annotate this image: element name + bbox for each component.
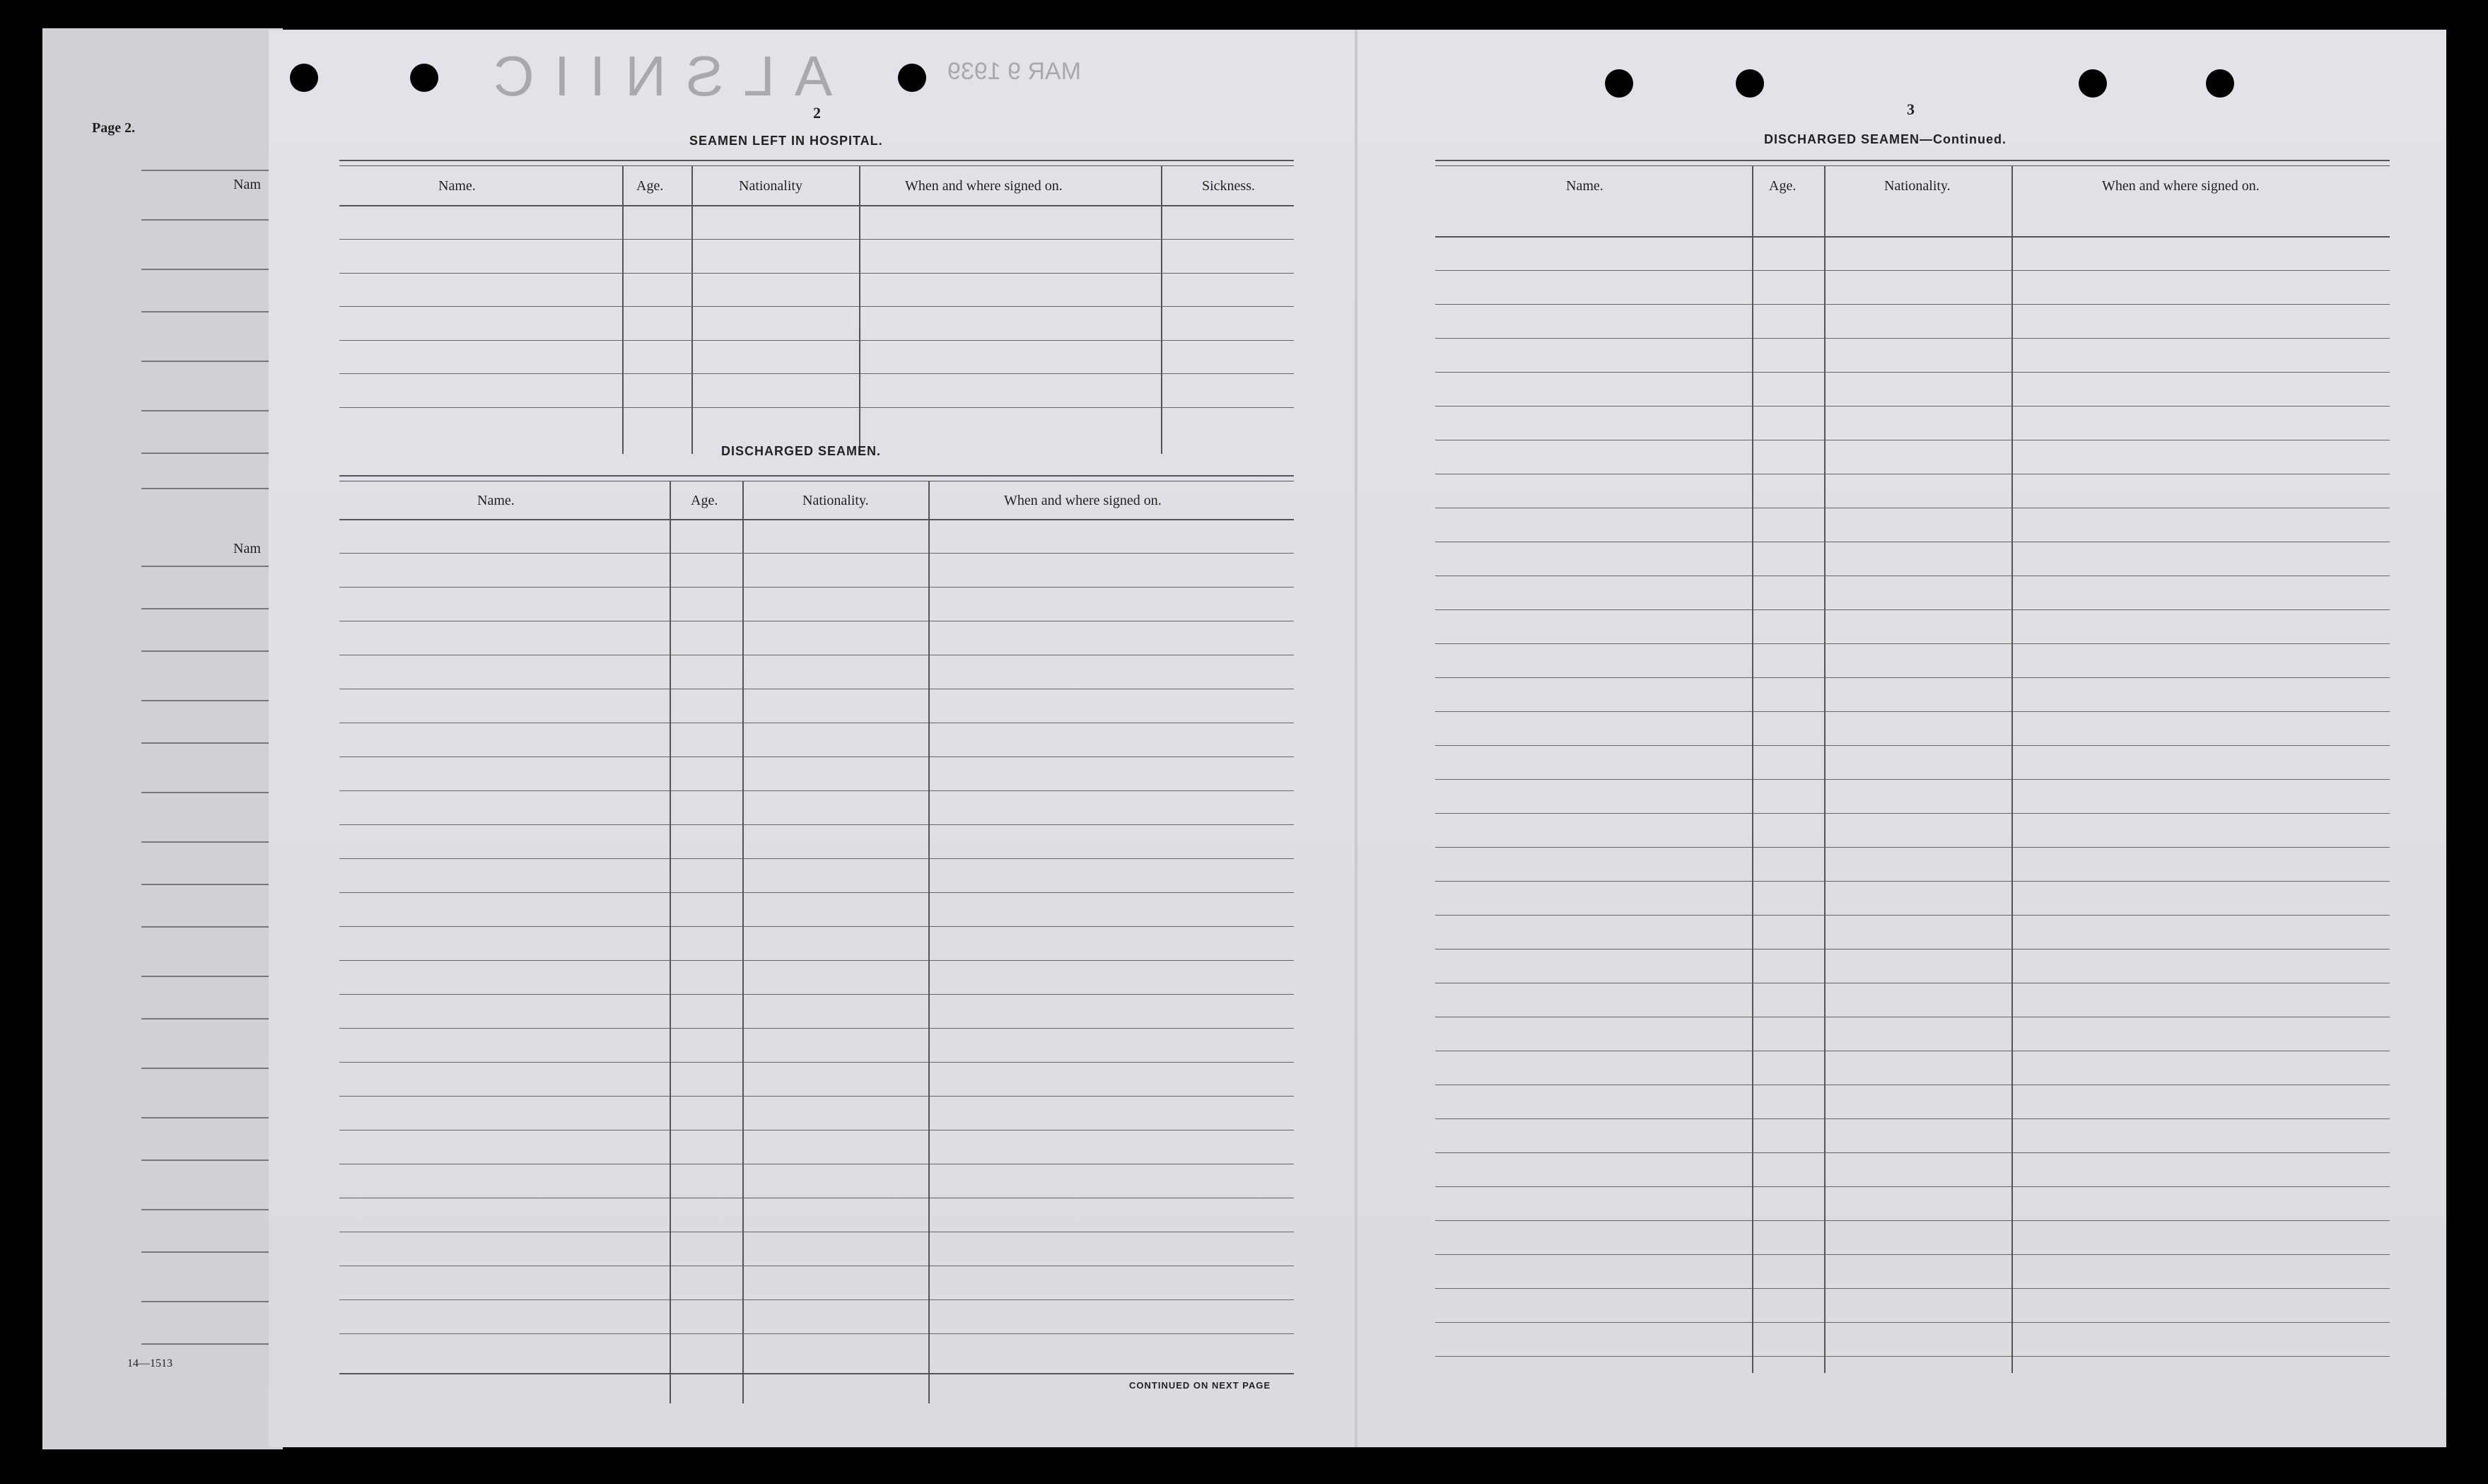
table-rule: [339, 205, 1294, 206]
table-rule: [339, 1373, 1294, 1374]
table-row-rule: [1435, 915, 2390, 916]
table-row-rule: [339, 790, 1294, 791]
punch-hole: [1605, 69, 1633, 98]
back-col-name-top: Nam: [233, 177, 261, 192]
back-page-label: Page 2.: [92, 120, 136, 136]
table-row-rule: [339, 553, 1294, 554]
column-divider: [928, 481, 930, 1403]
table-rule: [1435, 165, 2390, 166]
table-row-rule: [1435, 338, 2390, 339]
table-row-rule: [1435, 372, 2390, 373]
table-row-rule: [1435, 813, 2390, 814]
table-row-rule: [1435, 949, 2390, 950]
table-row-rule: [339, 340, 1294, 341]
table-row-rule: [1435, 677, 2390, 678]
discharged-section-title: DISCHARGED SEAMEN.: [721, 444, 882, 458]
table-rule: [339, 475, 1294, 477]
table-row-rule: [339, 273, 1294, 274]
punch-hole: [290, 64, 318, 92]
table-row-rule: [339, 858, 1294, 859]
table-row-rule: [339, 892, 1294, 893]
stamp-date: MAR 9 1939: [947, 58, 1081, 85]
discharged-continued-title: DISCHARGED SEAMEN—Continued.: [1764, 132, 2007, 146]
punch-hole: [898, 64, 926, 92]
back-col-name-bottom: Nam: [233, 541, 261, 556]
column-divider: [691, 165, 693, 454]
column-divider: [1161, 165, 1162, 454]
hospital-col-nationality: Nationality: [739, 178, 802, 194]
table-row-rule: [339, 926, 1294, 927]
table-row-rule: [339, 960, 1294, 961]
table-row-rule: [1435, 1288, 2390, 1289]
back-form-number: 14—1513: [127, 1357, 173, 1369]
punch-hole: [1736, 69, 1764, 98]
column-divider: [1824, 165, 1826, 1373]
table-row-rule: [1435, 406, 2390, 407]
column-divider: [2011, 165, 2013, 1373]
table-row-rule: [339, 1062, 1294, 1063]
page-fold: [1355, 30, 1357, 1447]
table-row-rule: [339, 239, 1294, 240]
table-row-rule: [1435, 270, 2390, 271]
table-row-rule: [339, 1299, 1294, 1300]
discharged-col-age: Age.: [691, 493, 718, 508]
discharged-col-name: Name.: [477, 493, 515, 508]
table-row-rule: [1435, 1322, 2390, 1323]
right-page-number: 3: [1907, 100, 1915, 118]
punch-hole: [410, 64, 438, 92]
table-row-rule: [339, 1028, 1294, 1029]
table-row-rule: [339, 407, 1294, 408]
table-rule: [339, 519, 1294, 520]
column-divider: [1752, 165, 1753, 1373]
column-divider: [859, 165, 860, 454]
continued-col-age: Age.: [1769, 178, 1797, 194]
table-row-rule: [1435, 1118, 2390, 1119]
hospital-col-age: Age.: [636, 178, 664, 194]
table-row-rule: [1435, 643, 2390, 644]
table-row-rule: [339, 306, 1294, 307]
continued-col-nationality: Nationality.: [1884, 178, 1951, 194]
table-row-rule: [1435, 1356, 2390, 1357]
back-page: [42, 28, 283, 1449]
table-row-rule: [339, 373, 1294, 374]
table-row-rule: [1435, 779, 2390, 780]
table-row-rule: [339, 756, 1294, 757]
table-row-rule: [1435, 1152, 2390, 1153]
hospital-col-sickness: Sickness.: [1202, 178, 1255, 194]
column-divider: [742, 481, 744, 1403]
continued-col-signed-on: When and where signed on.: [2102, 178, 2260, 194]
continued-footer: CONTINUED ON NEXT PAGE: [1129, 1380, 1271, 1391]
table-row-rule: [339, 587, 1294, 588]
table-row-rule: [1435, 1220, 2390, 1221]
table-row-rule: [339, 1333, 1294, 1334]
table-rule: [339, 165, 1294, 166]
table-rule: [1435, 160, 2390, 161]
hospital-section-title: SEAMEN LEFT IN HOSPITAL.: [689, 134, 883, 148]
table-row-rule: [1435, 1254, 2390, 1255]
table-row-rule: [1435, 609, 2390, 610]
main-spread: [269, 30, 2446, 1447]
punch-hole: [2079, 69, 2107, 98]
table-row-rule: [1435, 304, 2390, 305]
table-row-rule: [1435, 745, 2390, 746]
table-row-rule: [1435, 711, 2390, 712]
discharged-col-nationality: Nationality.: [802, 493, 869, 508]
table-row-rule: [1435, 847, 2390, 848]
stamp-letters: ALSNIIC: [474, 45, 833, 107]
table-row-rule: [1435, 1186, 2390, 1187]
table-row-rule: [339, 994, 1294, 995]
column-divider: [670, 481, 671, 1403]
column-divider: [622, 165, 624, 454]
punch-hole: [2206, 69, 2234, 98]
hospital-col-signed-on: When and where signed on.: [905, 178, 1063, 194]
table-rule: [1435, 236, 2390, 238]
discharged-col-signed-on: When and where signed on.: [1004, 493, 1162, 508]
left-page-number: 2: [813, 104, 821, 122]
table-rule: [339, 160, 1294, 161]
hospital-col-name: Name.: [438, 178, 476, 194]
table-row-rule: [339, 1096, 1294, 1097]
table-row-rule: [339, 824, 1294, 825]
table-row-rule: [1435, 881, 2390, 882]
continued-col-name: Name.: [1566, 178, 1604, 194]
